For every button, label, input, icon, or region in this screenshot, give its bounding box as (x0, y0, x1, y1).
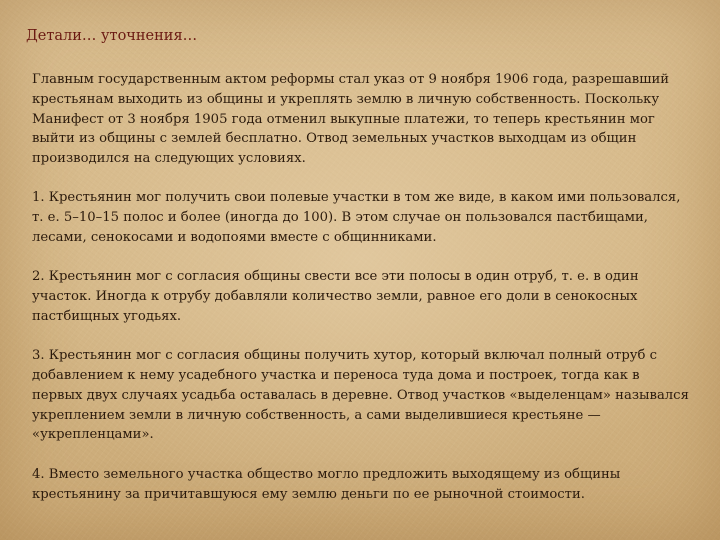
slide-title: Детали… уточнения… (26, 28, 198, 44)
slide-body (32, 70, 692, 504)
paragraph-intro: Главным государственным актом реформы стал указ от 9 ноября 1906 года, разрешавший крестьянам выходить из общины и укреплять землю в личную собственность. Поскольку Манифест от 3 ноября 1905 года отменил выкупные платежи, то теперь крестьянин мог выйти из общины с землей бесплатно. Отвод земельных участков выходцам из общин производился на следующих условиях. (32, 72, 670, 167)
paragraph-condition-1: 1. Крестьянин мог получить свои полевые участки в том же виде, в каком ими пользовался, т. е. 5–10–15 полос и более (иногда до 100). В этом случае он пользовался пастбищами, лесами, сенокосами и водопоями вместе с общинниками. (32, 190, 681, 246)
paragraph-condition-2: 2. Крестьянин мог с согласия общины свести все эти полосы в один отруб, т. е. в один участок. Иногда к отрубу добавляли количество земли, равное его доли в сенокосных пастбищных угодьях. (32, 269, 639, 324)
paragraph-condition-3: 3. Крестьянин мог с согласия общины получить хутор, который включал полный отруб с добавлением к нему усадебного участка и переноса туда дома и построек, тогда как в первых двух случаях усадьба оставалась в деревне. Отвод участков «выделенцам» назывался укреплением земли в личную собственность, а сами выделившиеся крестьяне — «укрепленцами». (32, 348, 689, 443)
paragraph-condition-4: 4. Вместо земельного участка общество могло предложить выходящему из общины крестьянину за причитавшуюся ему землю деньги по ее рыночной стоимости. (32, 466, 621, 502)
